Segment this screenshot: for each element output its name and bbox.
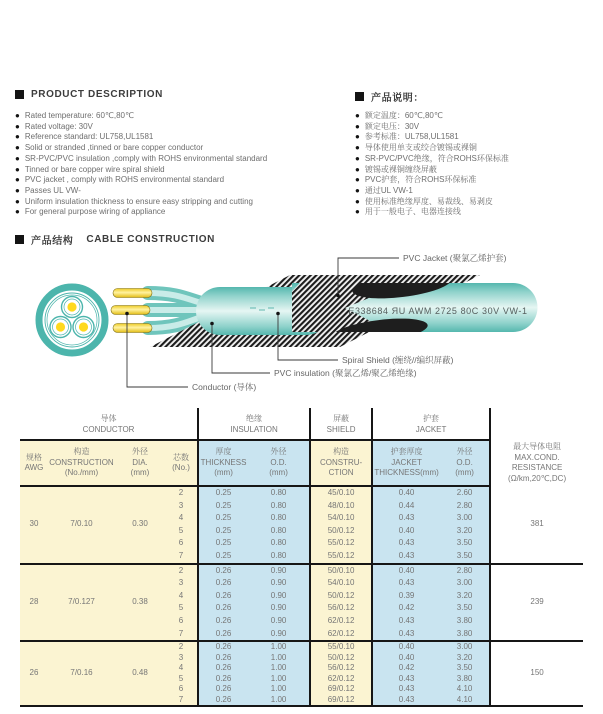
description-en-text: Uniform insulation thickness to ensure easy stripping and cutting bbox=[24, 196, 253, 206]
cable-construction-title-cn: 产品结构 bbox=[31, 236, 74, 247]
value-cell: 0.43 bbox=[372, 695, 440, 707]
column-header-row bbox=[20, 440, 583, 486]
value-cell: 5 bbox=[165, 525, 198, 538]
value-cell: 0.26 bbox=[198, 653, 248, 664]
value-cell: 0.90 bbox=[248, 602, 310, 615]
value-cell: 0.25 bbox=[198, 512, 248, 525]
value-cell: 0.43 bbox=[372, 577, 440, 590]
description-en-item bbox=[15, 207, 267, 218]
value-cell: 0.25 bbox=[198, 500, 248, 513]
description-en-item bbox=[15, 175, 267, 186]
description-cn-text: 参考标准：UL758,UL1581 bbox=[364, 132, 459, 142]
description-cn-text: 额定温度：60℃,80℃ bbox=[364, 111, 443, 120]
column-header: 外径 DIA. (mm) bbox=[115, 440, 165, 486]
value-cell: 6 bbox=[165, 537, 198, 550]
bullet-icon: ● bbox=[15, 153, 20, 163]
bullet-icon: ● bbox=[15, 196, 20, 206]
bullet-icon: ● bbox=[355, 143, 360, 153]
value-cell: 0.40 bbox=[372, 564, 440, 578]
description-en-item bbox=[15, 143, 267, 154]
value-cell: 3.00 bbox=[440, 577, 490, 590]
value-cell: 4 bbox=[165, 663, 198, 674]
bullet-icon: ● bbox=[355, 111, 360, 120]
value-cell: 3 bbox=[165, 577, 198, 590]
value-cell: 7 bbox=[165, 695, 198, 707]
column-header: 外径 O.D. (mm) bbox=[248, 440, 310, 486]
column-header: 芯数 (No.) bbox=[165, 440, 198, 486]
description-en-text: Reference standard: UL758,UL1581 bbox=[24, 132, 154, 142]
description-cn-text: PVC护套，符合ROHS环保标准 bbox=[364, 175, 477, 185]
dia-cell: 0.38 bbox=[115, 564, 165, 642]
value-cell: 54/0.10 bbox=[310, 577, 372, 590]
column-header: 最大导体电阻 MAX.COND. RESISTANCE (Ω/km,20℃,DC) bbox=[490, 440, 583, 486]
description-cn-text: 通过UL VW-1 bbox=[364, 185, 413, 195]
description-cn-item bbox=[355, 175, 509, 186]
bullet-icon: ● bbox=[15, 175, 20, 185]
value-cell: 0.25 bbox=[198, 525, 248, 538]
construction-cell: 7/0.10 bbox=[48, 486, 115, 564]
description-en-item bbox=[15, 186, 267, 197]
value-cell: 0.43 bbox=[372, 512, 440, 525]
square-marker-icon bbox=[355, 92, 364, 101]
value-cell: 0.26 bbox=[198, 564, 248, 578]
column-header: 构造 CONSTRUCTION (No./mm) bbox=[48, 440, 115, 486]
description-cn-item bbox=[355, 197, 509, 208]
product-description-cn-list bbox=[355, 111, 509, 218]
value-cell: 0.26 bbox=[198, 615, 248, 628]
value-cell: 0.40 bbox=[372, 525, 440, 538]
value-cell: 0.25 bbox=[198, 537, 248, 550]
description-en-item bbox=[15, 122, 267, 133]
group-header: 导体 CONDUCTOR bbox=[20, 408, 198, 440]
value-cell: 0.39 bbox=[372, 590, 440, 603]
description-cn-text: 额定电压：30V bbox=[364, 121, 420, 131]
value-cell: 0.26 bbox=[198, 590, 248, 603]
value-cell: 2.80 bbox=[440, 564, 490, 578]
value-cell: 45/0.10 bbox=[310, 486, 372, 500]
value-cell: 0.26 bbox=[198, 674, 248, 685]
value-cell: 0.90 bbox=[248, 577, 310, 590]
value-cell: 62/0.12 bbox=[310, 628, 372, 642]
value-cell: 4.10 bbox=[440, 695, 490, 707]
insulation-label: PVC insulation (聚氯乙烯/聚乙烯绝缘) bbox=[274, 368, 417, 378]
description-cn-text: 镀锡或裸铜缠绕屏蔽 bbox=[364, 164, 437, 174]
group-header-row bbox=[20, 408, 583, 440]
value-cell: 69/0.12 bbox=[310, 695, 372, 707]
value-cell: 56/0.12 bbox=[310, 663, 372, 674]
bullet-icon: ● bbox=[15, 164, 20, 174]
spec-block-awg-26 bbox=[20, 641, 583, 706]
value-cell: 0.43 bbox=[372, 550, 440, 564]
description-cn-item bbox=[355, 143, 509, 154]
spec-block-awg-28 bbox=[20, 564, 583, 642]
group-header: 护套 JACKET bbox=[372, 408, 490, 440]
bullet-icon: ● bbox=[15, 143, 20, 153]
value-cell: 6 bbox=[165, 615, 198, 628]
value-cell: 0.43 bbox=[372, 537, 440, 550]
value-cell: 0.80 bbox=[248, 500, 310, 513]
description-en-text: Passes UL VW- bbox=[24, 185, 81, 195]
column-header: 外径 O.D. (mm) bbox=[440, 440, 490, 486]
bullet-icon: ● bbox=[15, 207, 20, 217]
description-en-text: SR-PVC/PVC insulation ,comply with ROHS environmental standard bbox=[24, 153, 268, 163]
value-cell: 55/0.10 bbox=[310, 641, 372, 653]
value-cell: 3.00 bbox=[440, 641, 490, 653]
value-cell: 3.00 bbox=[440, 512, 490, 525]
bullet-icon: ● bbox=[355, 132, 360, 142]
value-cell: 0.26 bbox=[198, 602, 248, 615]
description-cn-text: 用于一般电子、电器连接线 bbox=[364, 207, 461, 217]
description-cn-item bbox=[355, 165, 509, 176]
value-cell: 3.80 bbox=[440, 674, 490, 685]
cable-diagram-svg bbox=[0, 245, 603, 408]
awg-cell: 30 bbox=[20, 486, 48, 564]
value-cell: 0.80 bbox=[248, 486, 310, 500]
value-cell: 0.43 bbox=[372, 674, 440, 685]
value-cell: 0.25 bbox=[198, 486, 248, 500]
value-cell: 62/0.12 bbox=[310, 615, 372, 628]
value-cell: 0.43 bbox=[372, 615, 440, 628]
value-cell: 2 bbox=[165, 486, 198, 500]
cable-cross-section bbox=[39, 287, 105, 353]
description-en-text: Tinned or bare copper wire spiral shield bbox=[24, 164, 165, 174]
description-en-item bbox=[15, 154, 267, 165]
awg-cell: 28 bbox=[20, 564, 48, 642]
bullet-icon: ● bbox=[355, 153, 360, 163]
spec-table bbox=[20, 408, 583, 707]
description-cn-item bbox=[355, 122, 509, 133]
description-en-item bbox=[15, 111, 267, 122]
value-cell: 62/0.12 bbox=[310, 674, 372, 685]
resistance-cell: 239 bbox=[490, 564, 583, 642]
group-header: 屏蔽 SHIELD bbox=[310, 408, 372, 440]
value-cell: 48/0.10 bbox=[310, 500, 372, 513]
description-cn-item bbox=[355, 207, 509, 218]
description-en-text: Rated temperature: 60℃,80℃ bbox=[24, 111, 134, 120]
description-cn-text: SR-PVC/PVC绝缘，符合ROHS环保标准 bbox=[364, 153, 509, 163]
value-cell: 7 bbox=[165, 628, 198, 642]
value-cell: 5 bbox=[165, 674, 198, 685]
dia-cell: 0.30 bbox=[115, 486, 165, 564]
value-cell: 3.50 bbox=[440, 550, 490, 564]
value-cell: 6 bbox=[165, 684, 198, 695]
value-cell: 1.00 bbox=[248, 663, 310, 674]
description-en-text: For general purpose wiring of appliance bbox=[24, 207, 166, 217]
description-cn-item bbox=[355, 132, 509, 143]
value-cell: 7 bbox=[165, 550, 198, 564]
description-cn-text: 导体使用单支或绞合镀锡或裸铜 bbox=[364, 143, 477, 153]
value-cell: 4 bbox=[165, 590, 198, 603]
spec-row bbox=[20, 486, 583, 500]
value-cell: 4.10 bbox=[440, 684, 490, 695]
description-en-text: Solid or stranded ,tinned or bare copper conductor bbox=[24, 143, 204, 153]
bullet-icon: ● bbox=[15, 132, 20, 142]
group-header: 绝缘 INSULATION bbox=[198, 408, 310, 440]
product-description-cn-heading bbox=[355, 89, 424, 104]
value-cell: 50/0.12 bbox=[310, 590, 372, 603]
value-cell: 0.26 bbox=[198, 684, 248, 695]
value-cell: 3.80 bbox=[440, 615, 490, 628]
column-header: 护套厚度 JACKET THICKNESS(mm) bbox=[372, 440, 440, 486]
value-cell: 0.43 bbox=[372, 684, 440, 695]
value-cell: 0.44 bbox=[372, 500, 440, 513]
bullet-icon: ● bbox=[355, 196, 360, 206]
cable-construction-title-en: CABLE CONSTRUCTION bbox=[86, 234, 215, 245]
product-description-heading bbox=[15, 89, 163, 100]
value-cell: 0.90 bbox=[248, 564, 310, 578]
bullet-icon: ● bbox=[355, 207, 360, 217]
value-cell: 55/0.12 bbox=[310, 550, 372, 564]
spec-row bbox=[20, 641, 583, 653]
value-cell: 0.42 bbox=[372, 602, 440, 615]
bullet-icon: ● bbox=[15, 121, 20, 131]
value-cell: 0.26 bbox=[198, 641, 248, 653]
description-en-item bbox=[15, 132, 267, 143]
value-cell: 0.43 bbox=[372, 628, 440, 642]
value-cell: 0.90 bbox=[248, 628, 310, 642]
value-cell: 1.00 bbox=[248, 674, 310, 685]
bullet-icon: ● bbox=[355, 185, 360, 195]
description-cn-item bbox=[355, 111, 509, 122]
value-cell: 2.80 bbox=[440, 500, 490, 513]
value-cell: 3.20 bbox=[440, 590, 490, 603]
value-cell: 3.50 bbox=[440, 663, 490, 674]
column-header: 构造 CONSTRU- CTION bbox=[310, 440, 372, 486]
value-cell: 0.80 bbox=[248, 525, 310, 538]
bullet-icon: ● bbox=[355, 164, 360, 174]
value-cell: 0.90 bbox=[248, 615, 310, 628]
value-cell: 1.00 bbox=[248, 641, 310, 653]
dia-cell: 0.48 bbox=[115, 641, 165, 706]
value-cell: 1.00 bbox=[248, 653, 310, 664]
jacket-label: PVC Jacket (聚氯乙烯护套) bbox=[403, 253, 507, 263]
value-cell: 0.25 bbox=[198, 550, 248, 564]
value-cell: 0.80 bbox=[248, 537, 310, 550]
description-cn-text: 使用标准绝缘厚度、易裁线、易剥皮 bbox=[364, 196, 493, 206]
value-cell: 0.80 bbox=[248, 512, 310, 525]
jacket-print-text: E338684 ЯU AWM 2725 80C 30V VW-1 bbox=[348, 306, 528, 316]
description-cn-item bbox=[355, 186, 509, 197]
description-en-text: Rated voltage: 30V bbox=[24, 121, 93, 131]
value-cell: 3.20 bbox=[440, 525, 490, 538]
group-header bbox=[490, 408, 583, 440]
value-cell: 0.26 bbox=[198, 577, 248, 590]
value-cell: 0.42 bbox=[372, 663, 440, 674]
value-cell: 54/0.10 bbox=[310, 512, 372, 525]
bullet-icon: ● bbox=[15, 185, 20, 195]
construction-cell: 7/0.16 bbox=[48, 641, 115, 706]
value-cell: 2.60 bbox=[440, 486, 490, 500]
spec-row bbox=[20, 564, 583, 578]
product-description-title: PRODUCT DESCRIPTION bbox=[31, 89, 163, 100]
bullet-icon: ● bbox=[355, 175, 360, 185]
value-cell: 4 bbox=[165, 512, 198, 525]
value-cell: 0.26 bbox=[198, 628, 248, 642]
value-cell: 0.40 bbox=[372, 653, 440, 664]
value-cell: 0.90 bbox=[248, 590, 310, 603]
column-header: 厚度 THICKNESS (mm) bbox=[198, 440, 248, 486]
value-cell: 1.00 bbox=[248, 695, 310, 707]
bullet-icon: ● bbox=[355, 121, 360, 131]
value-cell: 0.40 bbox=[372, 486, 440, 500]
value-cell: 2 bbox=[165, 564, 198, 578]
value-cell: 2 bbox=[165, 641, 198, 653]
cable-construction-diagram bbox=[0, 245, 603, 408]
value-cell: 3.50 bbox=[440, 537, 490, 550]
value-cell: 0.26 bbox=[198, 663, 248, 674]
value-cell: 0.26 bbox=[198, 695, 248, 707]
value-cell: 55/0.12 bbox=[310, 537, 372, 550]
resistance-cell: 381 bbox=[490, 486, 583, 564]
value-cell: 3.80 bbox=[440, 628, 490, 642]
construction-cell: 7/0.127 bbox=[48, 564, 115, 642]
conductor-label: Conductor (导体) bbox=[192, 382, 257, 392]
bullet-icon: ● bbox=[15, 111, 20, 120]
description-en-item bbox=[15, 197, 267, 208]
value-cell: 3.20 bbox=[440, 653, 490, 664]
product-description-list bbox=[15, 111, 267, 218]
square-marker-icon bbox=[15, 90, 24, 99]
value-cell: 3 bbox=[165, 500, 198, 513]
value-cell: 1.00 bbox=[248, 684, 310, 695]
value-cell: 0.80 bbox=[248, 550, 310, 564]
value-cell: 3 bbox=[165, 653, 198, 664]
value-cell: 50/0.10 bbox=[310, 564, 372, 578]
value-cell: 56/0.12 bbox=[310, 602, 372, 615]
description-en-text: PVC jacket , comply with ROHS environmental standard bbox=[24, 175, 225, 185]
value-cell: 69/0.12 bbox=[310, 684, 372, 695]
column-header: 规格 AWG bbox=[20, 440, 48, 486]
awg-cell: 26 bbox=[20, 641, 48, 706]
description-en-item bbox=[15, 165, 267, 176]
product-description-cn-title: 产品说明： bbox=[371, 93, 424, 104]
shield-label: Spiral Shield (缠绕//编织屏蔽) bbox=[342, 355, 454, 365]
square-marker-icon bbox=[15, 235, 24, 244]
value-cell: 0.40 bbox=[372, 641, 440, 653]
description-cn-item bbox=[355, 154, 509, 165]
resistance-cell: 150 bbox=[490, 641, 583, 706]
spec-block-awg-30 bbox=[20, 486, 583, 564]
value-cell: 50/0.12 bbox=[310, 525, 372, 538]
value-cell: 3.50 bbox=[440, 602, 490, 615]
spec-table-header bbox=[20, 408, 583, 486]
value-cell: 5 bbox=[165, 602, 198, 615]
value-cell: 50/0.12 bbox=[310, 653, 372, 664]
